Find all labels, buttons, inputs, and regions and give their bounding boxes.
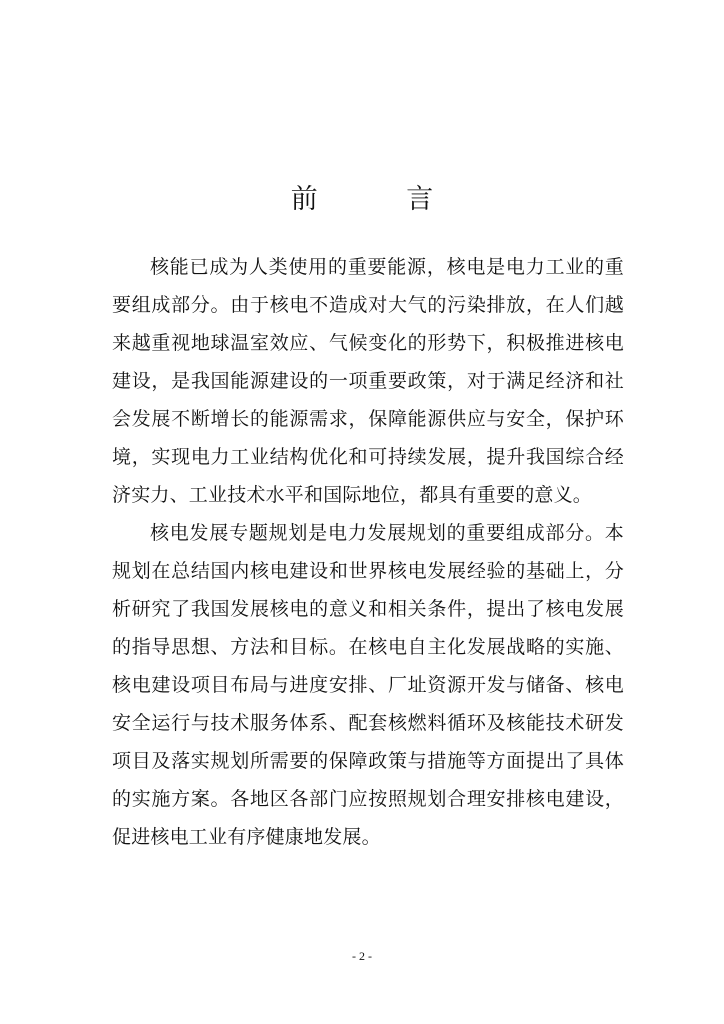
document-body [112, 248, 624, 856]
page-title: 前 言 [290, 184, 474, 215]
page-number: - 2 - [352, 949, 372, 963]
paragraph-1: 核能已成为人类使用的重要能源，核电是电力工业的重要组成部分。由于核电不造成对大气的污染排放，在人们越来越重视地球温室效应、气候变化的形势下，积极推进核电建设，是我国能源建设的一项重要政策，对于满足经济和社会发展不断增长的能源需求，保障能源供应与安全，保护环境，实现电力工业结构优化和可持续发展，提升我国综合经济实力、工业技术水平和国际地位，都具有重要的意义。 [112, 256, 624, 506]
paragraph-2: 核电发展专题规划是电力发展规划的重要组成部分。本规划在总结国内核电建设和世界核电发展经验的基础上，分析研究了我国发展核电的意义和相关条件，提出了核电发展的指导思想、方法和目标。在核电自主化发展战略的实施、核电建设项目布局与进度安排、厂址资源开发与储备、核电安全运行与技术服务体系、配套核燃料循环及核能技术研发项目及落实规划所需要的保障政策与措施等方面提出了具体的实施方案。各地区各部门应按照规划合理安排核电建设，促进核电工业有序健康地发展。 [112, 522, 624, 848]
